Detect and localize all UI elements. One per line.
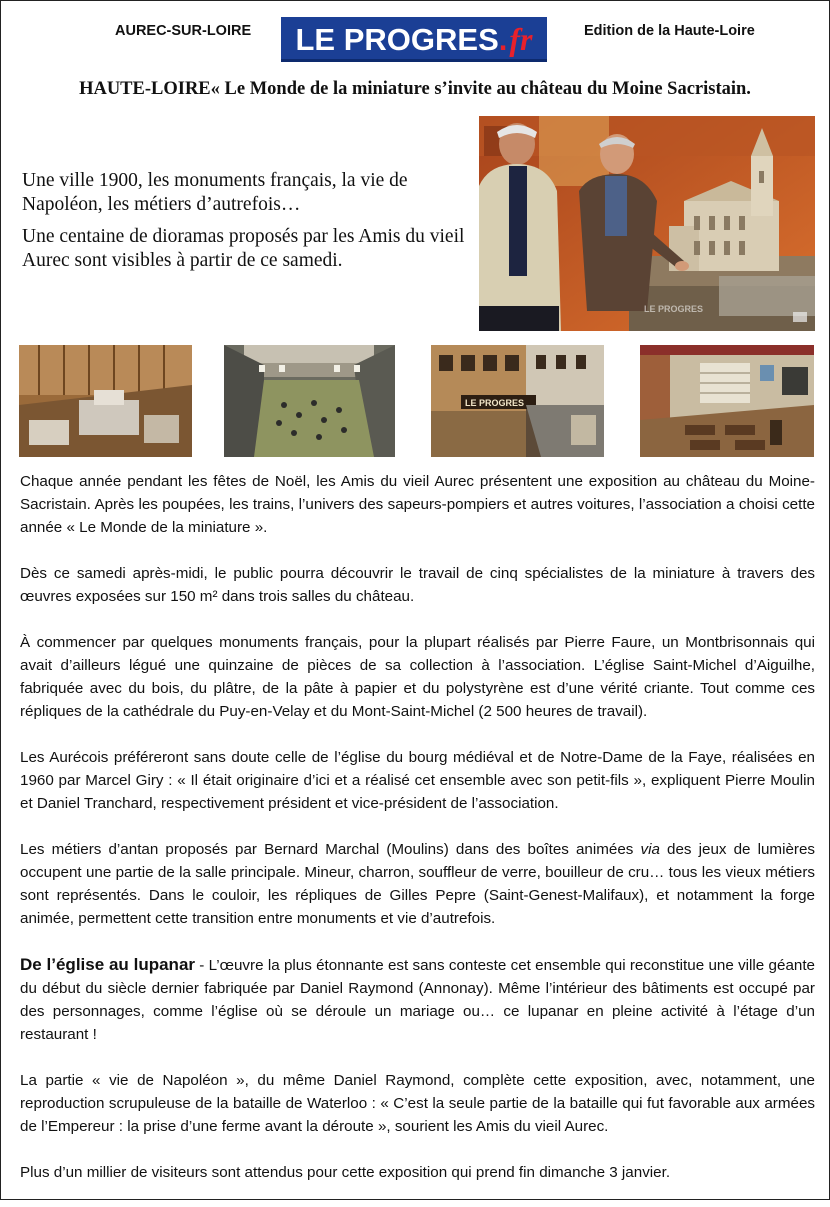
body-paragraph-5 bbox=[20, 838, 815, 930]
le-progres-logo[interactable] bbox=[281, 17, 547, 62]
thumbnail-workshop bbox=[19, 345, 192, 457]
main-photo bbox=[479, 116, 815, 331]
p5-text-after: des jeux de lumières occupent une partie de la salle principale. Mineur, charron, souffleur de verre, bouilleur de cru… tous les vieux métiers sont représentés. Dans le couloir, les répliques de Gilles Pepre (Saint-Genest-Malifaux), et notamment la forge animée, permettent cette transition entre monuments et vie d’autrefois. bbox=[20, 841, 815, 927]
thumbnail-classroom bbox=[640, 345, 814, 457]
logo-suffix: fr bbox=[509, 21, 533, 57]
logo-main-text: LE PROGRES bbox=[295, 21, 499, 57]
intro-paragraph-2: Une centaine de dioramas proposés par les Amis du vieil Aurec sont visibles à partir de ce samedi. bbox=[22, 226, 465, 271]
article-body bbox=[20, 470, 815, 1207]
logo-dot: . bbox=[498, 21, 508, 57]
p6-text: - L’œuvre la plus étonnante est sans conteste cet ensemble qui reconstitue une ville géante du début du siècle dernier fabriquée par Daniel Raymond (Annonay). Même l’intérieur des bâtiments est occupé par des personnages, comme l’église où se déroule un mariage ou… ce lupanar en pleine activité à l’étage d’un restaurant ! bbox=[20, 957, 815, 1043]
thumbnail-street bbox=[431, 345, 604, 457]
p5-via: via bbox=[640, 841, 660, 858]
street-sign-text: LE PROGRES bbox=[465, 398, 525, 408]
body-paragraph-8: Plus d’un millier de visiteurs sont attendus pour cette exposition qui prend fin dimanche 3 janvier. bbox=[20, 1164, 671, 1181]
article-headline: HAUTE-LOIRE« Le Monde de la miniature s’invite au château du Moine Sacristain. bbox=[79, 79, 751, 99]
body-paragraph-6 bbox=[20, 953, 815, 1046]
section-subhead: De l’église au lupanar bbox=[20, 955, 196, 974]
p5-text-before: Les métiers d’antan proposés par Bernard Marchal (Moulins) dans des boîtes animées bbox=[20, 841, 641, 858]
edition-label: Edition de la Haute-Loire bbox=[584, 23, 755, 39]
body-paragraph-4: Les Aurécois préféreront sans doute celle de l’église du bourg médiéval et de Notre-Dame de la Faye, réalisées en 1960 par Marcel Giry : « Il était originaire d’ici et a réalisé cet ensemble avec son petit-fils », expliquent Pierre Moulin et Daniel Tranchard, respectivement président et vice-président de l’association. bbox=[20, 749, 815, 812]
body-paragraph-7: La partie « vie de Napoléon », du même Daniel Raymond, complète cette exposition, avec, notamment, une reproduction scrupuleuse de la bataille de Waterloo : « C’est la seule partie de la bataille qui fut favorable aux armées de l’Empereur : la prise d’une ferme avant la déroute », sourient les Amis du vieil Aurec. bbox=[20, 1072, 815, 1135]
thumbnail-courtyard bbox=[224, 345, 395, 457]
intro-paragraph-1: Une ville 1900, les monuments français, la vie de Napoléon, les métiers d’autrefois… bbox=[22, 170, 408, 215]
body-paragraph-3: À commencer par quelques monuments français, pour la plupart réalisés par Pierre Faure, un Montbrisonnais qui avait d’ailleurs légué une quinzaine de pièces de sa collection à l’association. L’église Saint-Michel d’Aiguilhe, fabriquée avec du bois, du plâtre, de la pâte à papier et du polystyrène est d’une vérité criante. Tout comme ces répliques de la cathédrale du Puy-en-Velay et du Mont-Saint-Michel (2 500 heures de travail). bbox=[20, 634, 815, 720]
location-label: AUREC-SUR-LOIRE bbox=[115, 23, 252, 39]
body-paragraph-1: Chaque année pendant les fêtes de Noël, les Amis du vieil Aurec présentent une exposition au château du Moine-Sacristain. Après les poupées, les trains, l’univers des sapeurs-pompiers et autres voitures, l’association a choisi cette année « Le Monde de la miniature ». bbox=[20, 473, 815, 536]
photo-watermark: LE PROGRES bbox=[644, 304, 704, 314]
article-intro bbox=[22, 169, 472, 281]
body-paragraph-2: Dès ce samedi après-midi, le public pourra découvrir le travail de cinq spécialistes de la miniature à travers des œuvres exposées sur 150 m² dans trois salles du château. bbox=[20, 565, 815, 605]
